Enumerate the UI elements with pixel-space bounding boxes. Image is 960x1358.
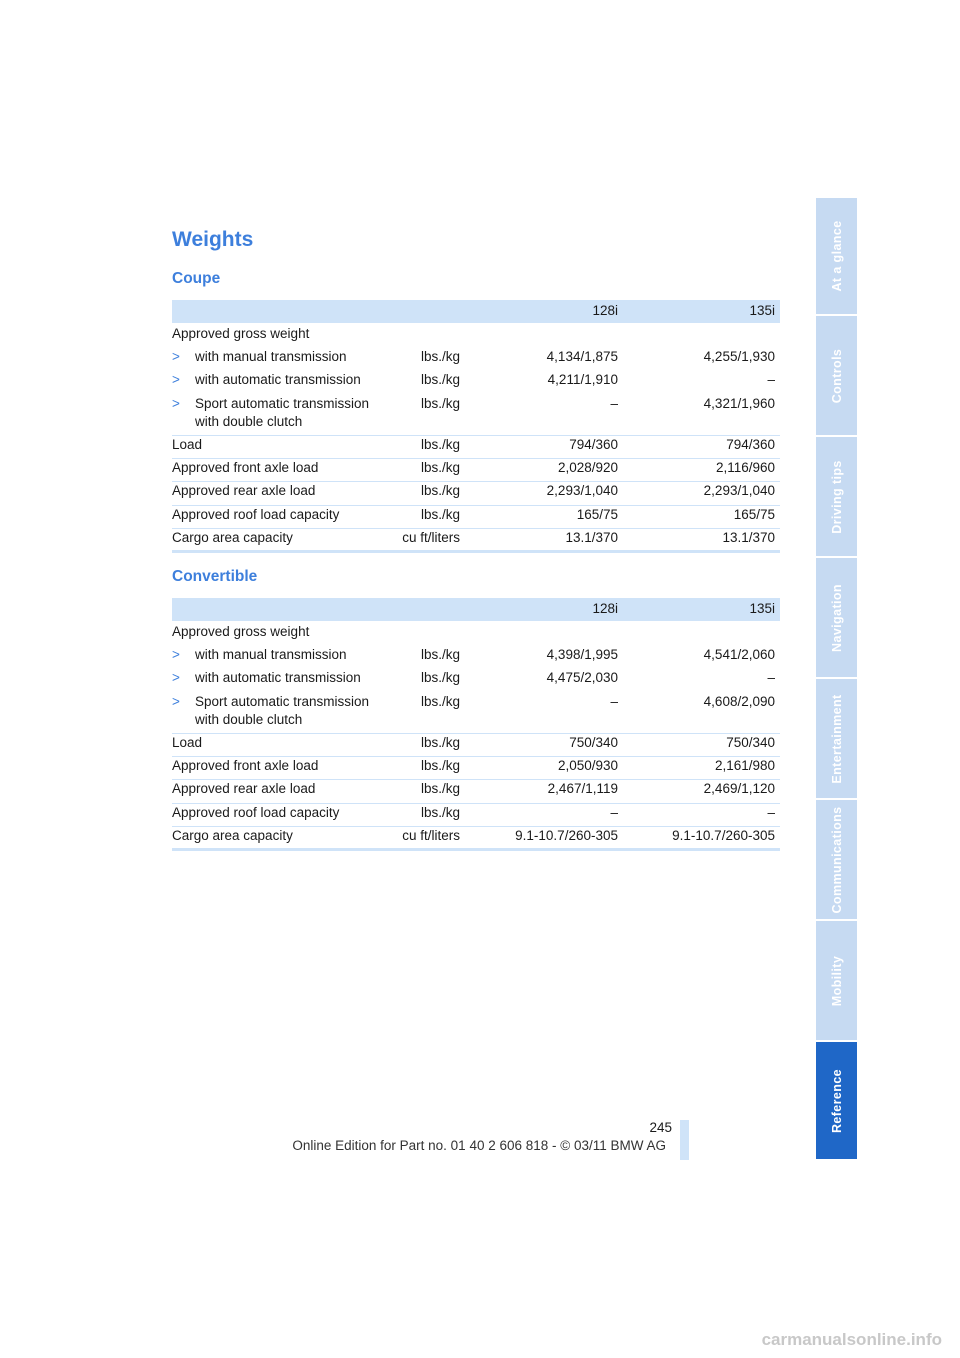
row-unit: lbs./kg [420, 781, 460, 796]
page-number: 245 [649, 1120, 672, 1135]
bullet-arrow-icon: > [172, 349, 180, 364]
row-unit: lbs./kg [420, 670, 460, 685]
side-tab-label: Navigation [829, 583, 844, 652]
bullet-arrow-icon: > [172, 396, 180, 411]
row-value-135i: 2,293/1,040 [703, 483, 775, 498]
table-row [172, 780, 780, 798]
row-value-135i: 4,255/1,930 [703, 349, 775, 364]
row-value-128i: – [610, 805, 618, 820]
row-label: Cargo area capacity [172, 828, 293, 843]
side-tab-label: Mobility [829, 955, 844, 1006]
row-unit: lbs./kg [420, 483, 460, 498]
row-unit: lbs./kg [420, 647, 460, 662]
table-row [172, 734, 780, 752]
column-header-128i: 128i [592, 601, 618, 616]
row-value-128i: 2,050/930 [557, 758, 618, 773]
side-tab-driving-tips[interactable] [816, 437, 857, 558]
row-value-135i: 165/75 [733, 507, 775, 522]
row-unit: cu ft/liters [402, 530, 460, 545]
section-title-coupe: Coupe [172, 270, 221, 287]
row-unit: lbs./kg [420, 758, 460, 773]
column-header-128i: 128i [592, 303, 618, 318]
row-value-128i: 4,134/1,875 [546, 349, 618, 364]
row-unit: lbs./kg [420, 735, 460, 750]
row-unit: lbs./kg [420, 694, 460, 709]
side-tab-label: Driving tips [829, 459, 844, 534]
row-label: with automatic transmission [195, 372, 361, 387]
row-value-128i: 2,293/1,040 [546, 483, 618, 498]
row-label: Approved front axle load [172, 460, 319, 475]
table-header [172, 598, 780, 621]
side-tab-label: Communications [829, 806, 844, 913]
row-unit: lbs./kg [420, 349, 460, 364]
table-row [172, 757, 780, 775]
side-tab-communications[interactable] [816, 800, 857, 921]
row-value-135i: 2,469/1,120 [703, 781, 775, 796]
row-label: Cargo area capacity [172, 530, 293, 545]
row-value-135i: 4,321/1,960 [703, 396, 775, 411]
row-value-135i: 13.1/370 [722, 530, 775, 545]
row-label: with automatic transmission [195, 670, 361, 685]
row-value-128i: 13.1/370 [565, 530, 618, 545]
side-tab-entertainment[interactable] [816, 679, 857, 800]
row-value-128i: 2,028/920 [557, 460, 618, 475]
table-row [172, 506, 780, 524]
footer-edition-text: Online Edition for Part no. 01 40 2 606 818 - © 03/11 BMW AG [292, 1138, 666, 1153]
table-bottom-rule [172, 848, 780, 851]
row-value-128i: – [610, 396, 618, 411]
row-unit: lbs./kg [420, 437, 460, 452]
column-header-135i: 135i [749, 303, 775, 318]
row-unit: lbs./kg [420, 460, 460, 475]
side-tab-at-a-glance[interactable] [816, 198, 857, 316]
weights-table-coupe [172, 300, 780, 554]
table-row [172, 804, 780, 822]
table-row [172, 348, 780, 366]
row-value-135i: 9.1-10.7/260-305 [672, 828, 775, 843]
table-row [172, 646, 780, 664]
side-tab-reference[interactable] [816, 1042, 857, 1161]
table-row [172, 827, 780, 845]
row-label: with manual transmission [195, 647, 347, 662]
table-row [172, 371, 780, 389]
row-value-128i: 4,398/1,995 [546, 647, 618, 662]
bullet-arrow-icon: > [172, 670, 180, 685]
bullet-arrow-icon: > [172, 694, 180, 709]
row-value-128i: 2,467/1,119 [547, 781, 618, 796]
row-value-128i: 794/360 [569, 437, 618, 452]
table-row [172, 482, 780, 500]
table-row [172, 693, 780, 729]
column-header-135i: 135i [749, 601, 775, 616]
row-value-128i: 750/340 [569, 735, 618, 750]
row-label: Approved rear axle load [172, 483, 316, 498]
section-title-convertible: Convertible [172, 568, 258, 585]
row-value-135i: – [767, 372, 775, 387]
row-value-128i: 4,211/1,910 [547, 372, 618, 387]
row-value-128i: – [610, 694, 618, 709]
row-value-135i: 4,608/2,090 [703, 694, 775, 709]
side-tab-label: Controls [829, 348, 844, 403]
row-label: Sport automatic transmission with double clutch [195, 694, 370, 727]
table-row [172, 395, 780, 431]
row-label: Approved roof load capacity [172, 805, 340, 820]
side-tab-label: Reference [829, 1068, 844, 1133]
row-label: with manual transmission [195, 349, 347, 364]
weights-table-convertible [172, 598, 780, 852]
bullet-arrow-icon: > [172, 372, 180, 387]
table-row [172, 436, 780, 454]
side-tab-mobility[interactable] [816, 921, 857, 1042]
footer-accent-bar [680, 1120, 689, 1160]
table-row [172, 529, 780, 547]
row-value-135i: 794/360 [726, 437, 775, 452]
row-value-135i: 2,116/960 [715, 460, 775, 475]
side-tab-label: Entertainment [829, 693, 844, 784]
row-value-128i: 4,475/2,030 [546, 670, 618, 685]
row-label: Approved roof load capacity [172, 507, 340, 522]
table-bottom-rule [172, 550, 780, 553]
table-row [172, 669, 780, 687]
side-tab-navigation[interactable] [816, 558, 857, 679]
row-value-135i: – [767, 670, 775, 685]
row-value-135i: – [767, 805, 775, 820]
row-label: Approved rear axle load [172, 781, 316, 796]
row-label: Approved front axle load [172, 758, 319, 773]
side-tab-controls[interactable] [816, 316, 857, 437]
row-label: Approved gross weight [172, 326, 310, 341]
row-value-135i: 4,541/2,060 [703, 647, 775, 662]
row-label: Sport automatic transmission with double clutch [195, 396, 370, 429]
bullet-arrow-icon: > [172, 647, 180, 662]
row-label: Load [172, 437, 203, 452]
row-label: Load [172, 735, 203, 750]
row-unit: lbs./kg [420, 805, 460, 820]
row-value-135i: 2,161/980 [714, 758, 775, 773]
watermark: carmanualsonline.info [761, 1330, 942, 1349]
row-unit: cu ft/liters [402, 828, 460, 843]
row-label: Approved gross weight [172, 624, 310, 639]
table-row [172, 459, 780, 477]
side-tab-label: At a glance [829, 220, 844, 292]
row-unit: lbs./kg [420, 396, 460, 411]
row-value-135i: 750/340 [726, 735, 775, 750]
row-unit: lbs./kg [420, 372, 460, 387]
row-value-128i: 165/75 [576, 507, 618, 522]
page-title: Weights [172, 228, 254, 251]
row-value-128i: 9.1-10.7/260-305 [515, 828, 618, 843]
row-unit: lbs./kg [420, 507, 460, 522]
table-header [172, 300, 780, 323]
